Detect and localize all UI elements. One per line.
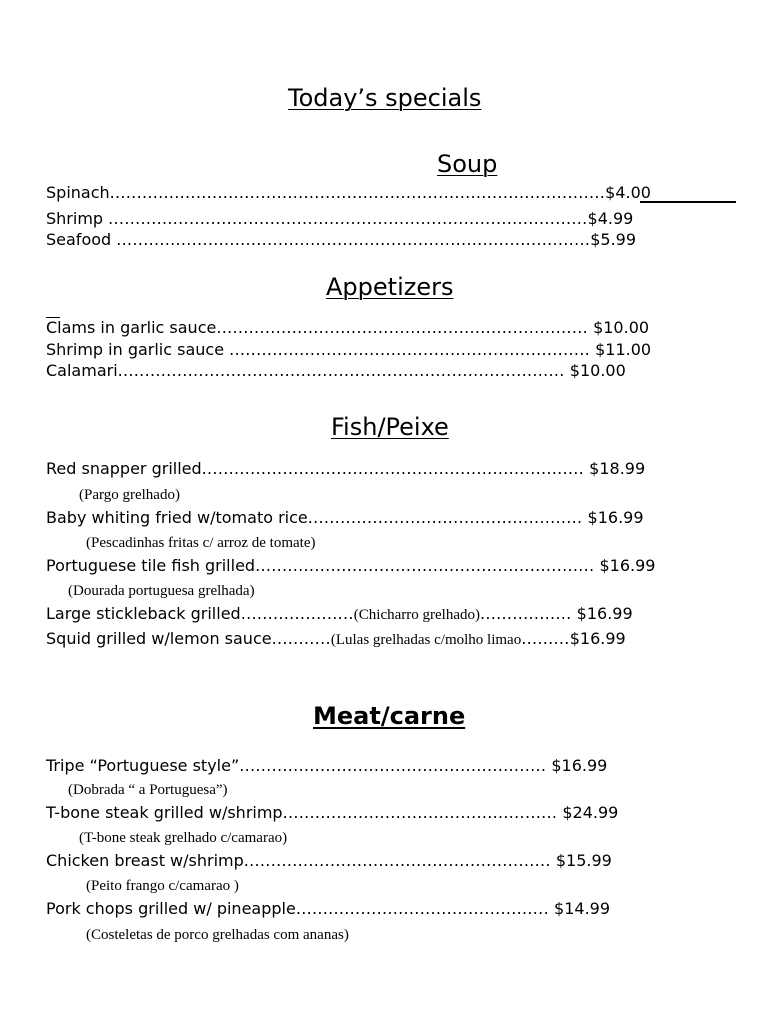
item-name: Seafood (46, 230, 117, 249)
item-name: Calamari (46, 361, 118, 380)
menu-item (46, 606, 633, 623)
dot-leader: ......... (521, 629, 570, 648)
meat-heading: Meat/carne (313, 702, 466, 730)
menu-item (46, 853, 612, 869)
item-translation: (Dourada portuguesa grelhada) (68, 583, 255, 599)
item-price: $5.99 (590, 230, 637, 249)
menu-item (46, 805, 618, 821)
dot-leader: ..................................................................... (216, 318, 588, 337)
item-price: $10.00 (564, 361, 626, 380)
item-name: Large stickleback grilled (46, 604, 241, 623)
menu-item (46, 320, 649, 336)
dot-leader: ................................................................................... (117, 361, 565, 380)
item-name: T-bone steak grilled w/shrimp (46, 803, 283, 822)
dot-leader: ............................................................... (255, 556, 595, 575)
item-price: $16.99 (569, 629, 626, 648)
item-price: $15.99 (550, 851, 612, 870)
menu-item (46, 558, 655, 574)
item-price: $24.99 (557, 803, 619, 822)
item-name: Chicken breast w/shrimp (46, 851, 244, 870)
menu-item (46, 901, 610, 917)
menu-item (46, 631, 626, 648)
item-name: Spinach (46, 183, 110, 202)
menu-item (46, 510, 644, 526)
item-name: Shrimp (46, 209, 109, 228)
item-price: $4.00 (605, 183, 651, 202)
item-translation-inline: (Chicharro grelhado) (353, 607, 480, 623)
item-name: Red snapper grilled (46, 459, 202, 478)
item-name: Portuguese tile fish grilled (46, 556, 256, 575)
menu-item (46, 211, 633, 227)
appetizers-heading: Appetizers (326, 273, 454, 301)
dot-leader: ............................................... (295, 899, 549, 918)
underline-rule (640, 201, 736, 203)
dot-leader: ..................... (240, 604, 354, 623)
item-name: Baby whiting fried w/tomato rice (46, 508, 308, 527)
dot-leader: ........... (271, 629, 331, 648)
fish-heading: Fish/Peixe (331, 413, 449, 441)
dot-leader: ......................................................... (243, 851, 551, 870)
dot-leader: ......................................................................................... (108, 209, 588, 228)
item-name: Clams in garlic sauce (46, 318, 217, 337)
menu-item (46, 363, 626, 379)
dot-leader: ................................................... (307, 508, 583, 527)
item-price: $18.99 (584, 459, 646, 478)
soup-heading: Soup (437, 150, 498, 178)
dot-leader: ........................................................................................ (116, 230, 591, 249)
item-name: Shrimp in garlic sauce (46, 340, 230, 359)
item-translation: (T-bone steak grelhado c/camarao) (79, 830, 288, 846)
dot-leader: ....................................................................... (201, 459, 585, 478)
item-price: $4.99 (587, 209, 634, 228)
item-price: $16.99 (582, 508, 644, 527)
item-price: $16.99 (546, 756, 608, 775)
item-price: $16.99 (571, 604, 633, 623)
dot-leader: ................. (480, 604, 572, 623)
dot-leader: ................................................... (282, 803, 558, 822)
item-translation: (Pescadinhas fritas c/ arroz de tomate) (86, 535, 316, 551)
item-translation: (Costeletas de porco grelhadas com ananas) (86, 927, 349, 943)
item-translation: (Pargo grelhado) (79, 487, 180, 503)
item-price: $14.99 (548, 899, 611, 918)
item-price: $11.00 (590, 340, 652, 359)
page-title: Today’s specials (288, 84, 482, 112)
item-name: Pork chops grilled w/ pineapple (46, 899, 296, 918)
menu-item (46, 232, 636, 248)
menu-item (46, 758, 607, 774)
menu-item (46, 461, 645, 477)
dot-leader: ......................................................... (239, 756, 547, 775)
item-translation: (Peito frango c/camarao ) (86, 878, 239, 894)
item-translation-inline: (Lulas grelhadas c/molho limao (330, 632, 522, 648)
dot-leader: ................................................................... (229, 340, 590, 359)
menu-item (46, 185, 651, 201)
item-name: Tripe “Portuguese style” (46, 756, 240, 775)
item-price: $16.99 (594, 556, 656, 575)
item-translation: (Dobrada “ a Portuguesa”) (68, 782, 228, 798)
item-price: $10.00 (587, 318, 650, 337)
menu-item (46, 342, 651, 358)
dot-leader: ............................................................................................ (109, 183, 606, 202)
item-name: Squid grilled w/lemon sauce (46, 629, 272, 648)
